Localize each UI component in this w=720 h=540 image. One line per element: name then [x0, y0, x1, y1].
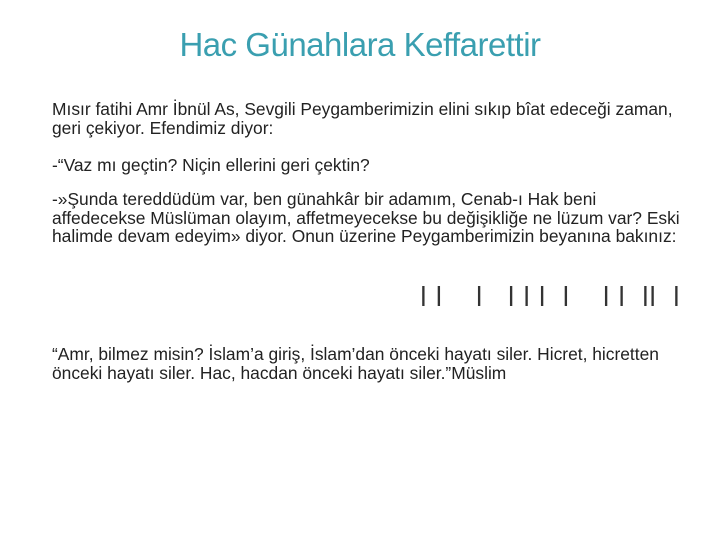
- paragraph-hadith-translation: “Amr, bilmez misin? İslam’a giriş, İslam’dan önceki hayatı siler. Hicret, hicretten önceki hayatı siler. Hac, hacdan önceki hayatı siler.”Müslim: [52, 344, 659, 383]
- paragraph-answer: -»Şunda tereddüdüm var, ben günahkâr bir adamım, Cenab-ı Hak beni affedecekse Müslüman olayım, affetmeyecekse bu değişikliğe ne lüzum var? Eski halimde devam edeyim» diyor. Onun üzerine Peygamberimizin beyanına bakınız:: [52, 189, 680, 246]
- slide-title: Hac Günahlara Keffarettir: [179, 26, 541, 63]
- paragraph-question: -“Vaz mı geçtin? Niçin ellerini geri çektin?: [52, 155, 370, 175]
- paragraph-intro: Mısır fatihi Amr İbnül As, Sevgili Peygamberimizin elini sıkıp bîat edeceği zaman, geri çekiyor. Efendimiz diyor:: [52, 99, 673, 138]
- arabic-hadith-text: ا اا ا ا ا ا ا ا ا ا ا: [419, 283, 680, 313]
